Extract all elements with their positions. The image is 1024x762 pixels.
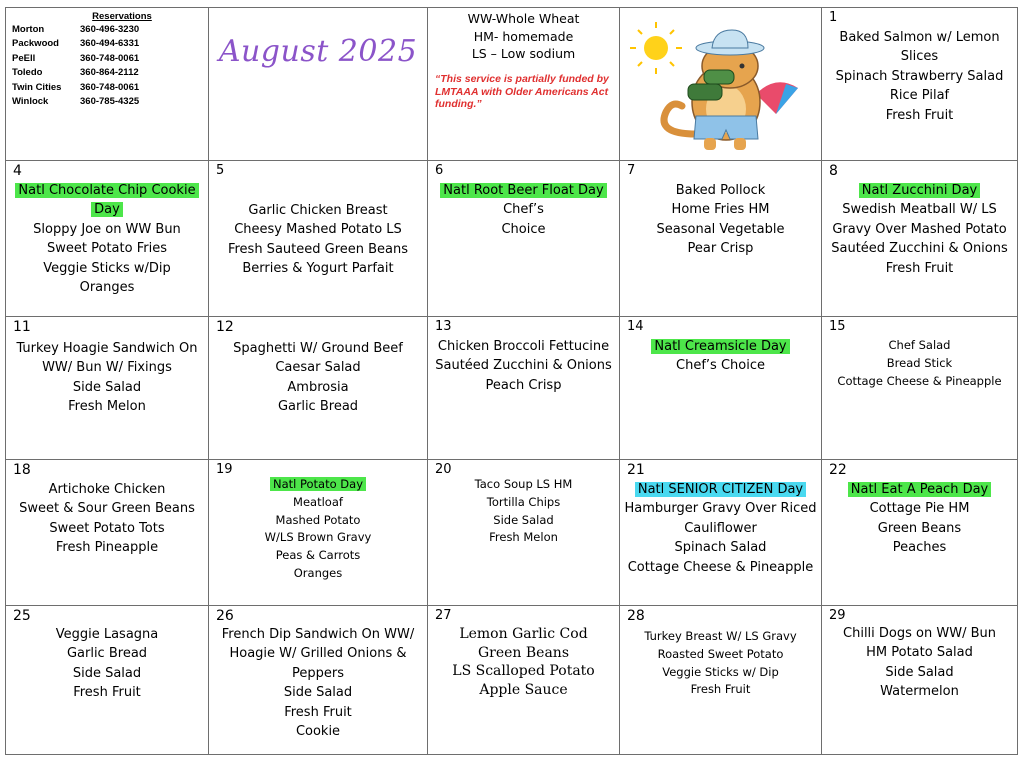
menu-item-text: Fresh Fruit (885, 107, 954, 123)
observance-line (620, 480, 821, 499)
menu-item (6, 278, 208, 297)
menu-items (6, 625, 208, 703)
menu-item-text: Peaches (892, 540, 947, 556)
reservation-row (12, 81, 202, 95)
month-title: August 2025 (218, 34, 418, 69)
day-cell (208, 605, 428, 755)
observance-highlight: Day (91, 202, 123, 217)
menu-item-text: Side Salad (493, 512, 554, 527)
abbreviation-legend (428, 10, 619, 63)
observance-line (428, 181, 619, 200)
menu-item (209, 378, 427, 397)
menu-item-text: Cottage Cheese & Pineapple (837, 373, 1002, 388)
day-number: 8 (829, 163, 838, 179)
menu-item-text: Pear Crisp (687, 241, 754, 257)
menu-item (822, 355, 1017, 373)
menu-item (6, 397, 208, 416)
menu-item-text: Sloppy Joe on WW Bun (33, 221, 181, 237)
menu-item (428, 662, 619, 681)
menu-item-text: Seasonal Vegetable (656, 221, 785, 237)
menu-item (620, 558, 821, 577)
day-number: 28 (627, 608, 645, 624)
menu-item (822, 663, 1017, 682)
menu-item (822, 538, 1017, 557)
menu-item-text: Spaghetti W/ Ground Beef (233, 341, 403, 356)
day-cell (5, 605, 209, 755)
menu-item-text: Garlic Bread (66, 646, 148, 662)
day-cell (208, 316, 428, 460)
reservation-town: Winlock (12, 96, 49, 108)
menu-item (428, 337, 619, 356)
day-cell (619, 459, 822, 606)
legend-line: HM- homemade (473, 28, 574, 44)
menu-items (6, 181, 208, 297)
menu-item-text: Garlic Bread (277, 399, 359, 415)
day-cell (619, 160, 822, 317)
reservation-phone: 360-864-2112 (80, 67, 139, 79)
day-number: 25 (13, 608, 31, 624)
menu-item-text: Fresh Fruit (885, 260, 954, 276)
menu-item (822, 28, 1017, 47)
menu-items (209, 339, 427, 417)
observance-highlight: Natl SENIOR CITIZEN Day (635, 482, 806, 497)
menu-items (620, 480, 821, 577)
menu-item-text: Green Beans (877, 520, 962, 536)
reservation-row (12, 66, 202, 80)
reservation-phone: 360-748-0061 (80, 81, 140, 93)
menu-item (6, 259, 208, 278)
menu-item (209, 512, 427, 530)
menu-item (6, 644, 208, 663)
menu-item (620, 646, 821, 664)
day-number: 4 (13, 163, 22, 179)
reservation-phone: 360-496-3230 (80, 24, 140, 35)
day-cell (821, 7, 1018, 161)
observance-line (6, 200, 208, 219)
day-number: 15 (829, 319, 846, 334)
menu-item-text: French Dip Sandwich On WW/ (221, 627, 415, 642)
menu-item-text: Turkey Hoagie Sandwich On (16, 341, 198, 356)
menu-calendar (5, 7, 1018, 755)
day-number: 26 (216, 608, 234, 624)
menu-item-text: Berries & Yogurt Parfait (242, 261, 394, 277)
menu-item-text: Artichoke Chicken (48, 482, 166, 497)
menu-item-text: LS Scalloped Potato (452, 663, 595, 680)
menu-item (620, 239, 821, 258)
menu-item (209, 259, 427, 278)
reservation-row (12, 37, 202, 51)
legend-cell (427, 7, 620, 161)
menu-item-text: Chef’s (503, 202, 544, 218)
menu-item (209, 547, 427, 565)
menu-item-text: Bread Stick (886, 355, 953, 370)
menu-item (822, 519, 1017, 538)
menu-item-text: Cauliflower (684, 520, 757, 536)
menu-item-text: Sautéed Zucchini & Onions (435, 358, 612, 374)
menu-item-text: HM Potato Salad (866, 645, 973, 661)
menu-item (6, 683, 208, 702)
menu-item (822, 67, 1017, 86)
menu-item (822, 220, 1017, 239)
menu-item (428, 512, 619, 530)
menu-item-text: Caesar Salad (275, 360, 361, 376)
menu-item-text: Sweet & Sour Green Beans (19, 501, 195, 517)
reservation-town: Packwood (12, 38, 59, 50)
menu-item (822, 47, 1017, 66)
menu-item-text: Home Fries HM (671, 202, 770, 218)
menu-item-text: Green Beans (477, 644, 570, 661)
day-cell (619, 316, 822, 460)
reservations-cell (5, 7, 209, 161)
menu-item (620, 628, 821, 646)
menu-item-text: Side Salad (72, 665, 142, 681)
menu-item (209, 339, 427, 358)
menu-item-text: Peppers (292, 665, 344, 681)
menu-item-text: Baked Salmon w/ Lemon (839, 30, 1000, 45)
menu-item-text: Cottage Cheese & Pineapple (627, 559, 814, 575)
reservation-row (12, 23, 202, 37)
menu-item (822, 239, 1017, 258)
observance-line (620, 337, 821, 356)
menu-items (428, 625, 619, 700)
menu-items (209, 201, 427, 279)
day-number: 20 (435, 462, 452, 477)
reservation-town: Morton (12, 24, 45, 35)
menu-item-text: Ambrosia (287, 379, 349, 395)
menu-item-text: Watermelon (880, 684, 959, 700)
menu-item (209, 240, 427, 259)
menu-items (6, 339, 208, 417)
menu-item (428, 681, 619, 700)
menu-item-text: Chef Salad (888, 338, 951, 352)
day-number: 29 (829, 608, 846, 623)
menu-item-text: Peach Crisp (485, 377, 562, 393)
day-cell (427, 459, 620, 606)
day-cell (5, 160, 209, 317)
menu-item (620, 664, 821, 682)
menu-item (428, 644, 619, 663)
menu-item-text: Garlic Chicken Breast (248, 203, 388, 218)
menu-item (822, 200, 1017, 219)
menu-item (209, 722, 427, 741)
observance-highlight: Natl Root Beer Float Day (440, 183, 606, 198)
observance-highlight: Natl Eat A Peach Day (848, 482, 992, 497)
menu-item-text: Roasted Sweet Potato (657, 646, 784, 661)
menu-items (822, 181, 1017, 278)
menu-item-text: Veggie Sticks w/Dip (43, 260, 171, 276)
menu-item-text: Mashed Potato (275, 512, 361, 527)
menu-items (428, 476, 619, 547)
reservation-town: Toledo (12, 67, 43, 79)
reservations-title: Reservations (92, 11, 152, 22)
menu-item (6, 538, 208, 557)
menu-item (209, 703, 427, 722)
menu-item (209, 397, 427, 416)
legend-line: WW-Whole Wheat (467, 11, 580, 26)
menu-items (209, 476, 427, 583)
day-number: 11 (13, 319, 31, 335)
menu-item-text: Fresh Melon (489, 530, 558, 545)
menu-item-text: Baked Pollock (675, 183, 766, 198)
day-number: 19 (216, 462, 233, 477)
menu-item-text: Lemon Garlic Cod (459, 626, 588, 642)
day-cell (5, 316, 209, 460)
menu-item-text: Swedish Meatball W/ LS (842, 202, 997, 218)
menu-item-text: Turkey Breast W/ LS Gravy (644, 629, 797, 643)
menu-items (6, 480, 208, 558)
menu-item (209, 565, 427, 583)
menu-item-text: WW/ Bun W/ Fixings (42, 360, 172, 376)
menu-item (428, 476, 619, 494)
menu-item (822, 643, 1017, 662)
day-number: 18 (13, 462, 31, 478)
menu-item (6, 220, 208, 239)
menu-item-text: Fresh Fruit (284, 704, 352, 720)
reservation-phone: 360-748-0061 (80, 52, 140, 64)
month-title-cell (208, 7, 428, 161)
menu-item-text: Side Salad (72, 379, 142, 395)
menu-item-text: Fresh Fruit (690, 682, 751, 697)
menu-item-text: Oranges (79, 280, 135, 296)
day-cell (208, 459, 428, 606)
menu-item (822, 106, 1017, 125)
menu-item (822, 337, 1017, 355)
day-cell (821, 160, 1018, 317)
menu-items (620, 337, 821, 376)
menu-items (822, 337, 1017, 390)
menu-items (209, 625, 427, 741)
day-cell (619, 605, 822, 755)
menu-item (209, 644, 427, 663)
day-number: 7 (627, 163, 636, 178)
menu-item-text: Chef’s Choice (676, 358, 765, 374)
menu-item (620, 538, 821, 557)
day-cell (427, 605, 620, 755)
menu-items (428, 337, 619, 395)
menu-item (6, 378, 208, 397)
reservation-town: PeEll (12, 52, 36, 64)
menu-item (822, 624, 1017, 643)
menu-item-text: Spinach Salad (674, 540, 767, 556)
day-number: 5 (216, 163, 225, 178)
day-number: 6 (435, 163, 444, 178)
menu-item (6, 239, 208, 258)
sun-icon (630, 22, 682, 74)
menu-item (6, 499, 208, 518)
menu-item-text: Hamburger Gravy Over Riced (624, 501, 817, 517)
menu-item-text: Side Salad (283, 685, 353, 701)
day-cell (427, 316, 620, 460)
menu-item (428, 376, 619, 395)
menu-item (620, 681, 821, 699)
day-cell (5, 459, 209, 606)
cat-with-sun-hat-icon (626, 14, 806, 156)
menu-item-text: Sweet Potato Tots (49, 520, 165, 536)
reservations-list (12, 10, 202, 109)
day-number: 27 (435, 608, 452, 623)
menu-item (209, 220, 427, 239)
menu-item-text: Sweet Potato Fries (47, 241, 167, 257)
reservation-phone: 360-494-6331 (80, 38, 140, 50)
menu-item-text: Cookie (295, 724, 341, 740)
menu-item (209, 664, 427, 683)
menu-item (428, 356, 619, 375)
reservation-phone: 360-785-4325 (80, 96, 140, 108)
observance-highlight: Natl Potato Day (270, 477, 366, 491)
menu-item-text: Fresh Fruit (73, 685, 141, 701)
menu-item (620, 220, 821, 239)
day-number: 22 (829, 462, 847, 478)
observance-line (6, 181, 208, 200)
menu-item-text: Gravy Over Mashed Potato (832, 221, 1007, 237)
menu-item-text: Apple Sauce (479, 682, 568, 699)
menu-item (822, 259, 1017, 278)
reservation-row (12, 95, 202, 109)
funding-note: “This service is partially funded by LMTAAA with Older Americans Act funding.” (435, 73, 609, 110)
menu-item-text: Side Salad (885, 664, 954, 680)
menu-items (822, 624, 1017, 702)
observance-line (209, 476, 427, 494)
legend-line: LS – Low sodium (471, 46, 576, 61)
menu-item-text: Sautéed Zucchini & Onions (831, 241, 1008, 257)
menu-item (822, 373, 1017, 391)
menu-item (209, 494, 427, 512)
menu-items (620, 181, 821, 259)
menu-item-text: Chilli Dogs on WW/ Bun (843, 626, 996, 641)
menu-item (620, 200, 821, 219)
menu-item-text: Fresh Melon (68, 399, 146, 415)
menu-item (209, 201, 427, 220)
menu-item-text: Choice (501, 221, 546, 237)
observance-highlight: Natl Chocolate Chip Cookie (15, 183, 198, 198)
menu-item (822, 86, 1017, 105)
menu-item (428, 200, 619, 219)
menu-items (428, 181, 619, 239)
menu-item (620, 499, 821, 518)
menu-item (620, 356, 821, 375)
menu-item (6, 480, 208, 499)
menu-item-text: Taco Soup LS HM (474, 477, 573, 491)
observance-highlight: Natl Zucchini Day (859, 183, 980, 198)
day-cell (821, 459, 1018, 606)
day-number: 12 (216, 319, 234, 335)
menu-item-text: Veggie Lasagna (55, 627, 159, 642)
day-number: 13 (435, 319, 452, 334)
menu-item-text: Fresh Sauteed Green Beans (227, 241, 409, 257)
day-number: 1 (829, 10, 838, 25)
menu-item (428, 494, 619, 512)
menu-item-text: Veggie Sticks w/ Dip (662, 664, 779, 679)
menu-item-text: Fresh Pineapple (55, 540, 159, 556)
menu-item (6, 625, 208, 644)
observance-highlight: Natl Creamsicle Day (651, 339, 789, 354)
menu-item (428, 220, 619, 239)
menu-item-text: Slices (900, 49, 939, 65)
menu-item (6, 339, 208, 358)
menu-item-text: Chicken Broccoli Fettucine (437, 339, 610, 354)
menu-item (209, 625, 427, 644)
day-number: 14 (627, 319, 644, 334)
menu-items (822, 28, 1017, 125)
menu-item (822, 499, 1017, 518)
menu-item (6, 358, 208, 377)
menu-item (428, 625, 619, 644)
menu-item (209, 683, 427, 702)
menu-item-text: Tortilla Chips (486, 494, 561, 509)
menu-item (822, 682, 1017, 701)
menu-item (6, 519, 208, 538)
menu-item-text: Oranges (293, 565, 343, 580)
day-number: 21 (627, 462, 645, 478)
menu-item (620, 519, 821, 538)
menu-item-text: Cheesy Mashed Potato LS (234, 222, 402, 238)
menu-items (620, 628, 821, 699)
menu-item-text: Meatloaf (293, 494, 343, 509)
reservation-row (12, 52, 202, 66)
menu-item (6, 664, 208, 683)
menu-item (209, 358, 427, 377)
menu-item-text: Hoagie W/ Grilled Onions & (229, 646, 407, 662)
day-cell (427, 160, 620, 317)
menu-item (209, 529, 427, 547)
menu-items (822, 480, 1017, 558)
menu-item (620, 181, 821, 200)
menu-item-text: Peas & Carrots (275, 548, 361, 563)
day-cell (821, 316, 1018, 460)
menu-item (428, 529, 619, 547)
reservation-town: Twin Cities (12, 81, 62, 93)
observance-line (822, 181, 1017, 200)
day-cell (821, 605, 1018, 755)
day-cell (208, 160, 428, 317)
menu-item-text: Cottage Pie HM (869, 501, 970, 517)
menu-item-text: Spinach Strawberry Salad (835, 68, 1004, 84)
menu-item-text: W/LS Brown Gravy (264, 530, 372, 545)
observance-line (822, 480, 1017, 499)
mascot-cell (619, 7, 822, 161)
menu-item-text: Rice Pilaf (889, 88, 950, 104)
